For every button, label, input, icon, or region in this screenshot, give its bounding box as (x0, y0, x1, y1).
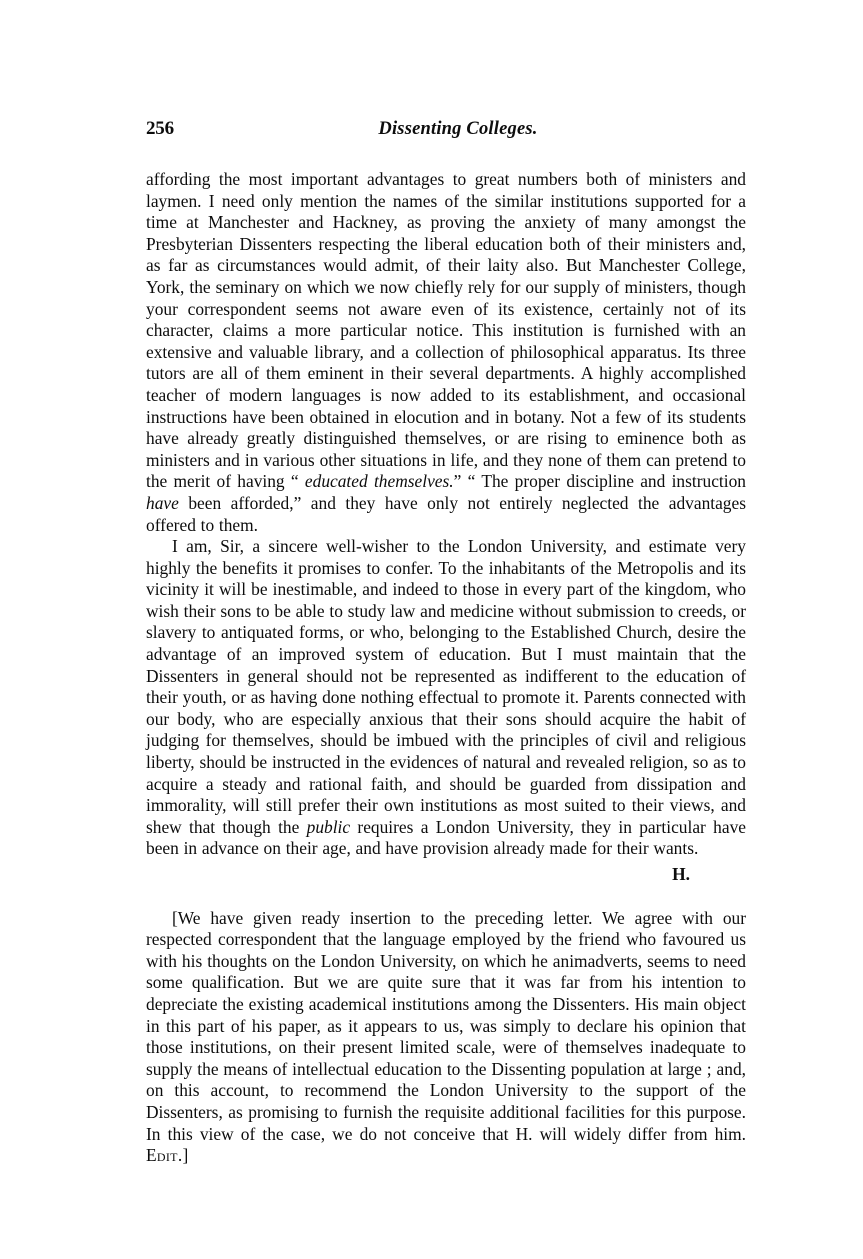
article-body (146, 169, 746, 1167)
paragraph-editor-note: [We have given ready insertion to the preceding letter. We agree with our respected correspondent that the language employed by the friend who favoured us with his thoughts on the London University, on which he animadverts, seems to need some qualification. But we are quite sure that it was far from his intention to depreciate the existing academical institutions among the Dissenters. His main object in this part of his paper, as it appears to us, was simply to declare his opinion that those institutions, on their present limited scale, were of themselves inadequate to supply the means of intellectual education to the Dissenting population at large ; and, on this account, to recommend the London University to the support of the Dissenters, as promising to furnish the requisite additional facilities for this purpose. In this view of the case, we do not conceive that H. will widely differ from him. Edit.] (146, 907, 746, 1166)
emphasised-text: have (146, 492, 179, 513)
page-number: 256 (146, 118, 174, 139)
running-head-title: Dissenting Colleges. (378, 119, 538, 139)
running-header (146, 118, 746, 154)
small-caps-text: Edit. (146, 1145, 183, 1166)
emphasised-text: educated themselves. (304, 471, 454, 492)
letter-signature: H. (672, 864, 690, 884)
emphasised-text: public (306, 816, 351, 837)
paragraph-colleges: affording the most important advantages to great numbers both of ministers and laymen. I need only mention the names of the similar institutions supported for a time at Manchester and Hackney, as proving the anxiety of many amongst the Presbyterian Dissenters respecting the liberal education both of their ministers and, as far as circumstances would admit, of their laity also. But Manchester College, York, the seminary on which we now chiefly rely for our supply of ministers, though your correspondent seems not aware even of its existence, certainly not of its character, claims a more particular notice. This institution is furnished with an extensive and valuable library, and a collection of philosophical apparatus. Its three tutors are all of them eminent in their several departments. A highly accomplished teacher of modern languages is now added to its establishment, and occasional instructions have been obtained in elocution and in botany. Not a few of its students have already greatly distinguished themselves, or are rising to eminence both as ministers and in various other situations in life, and they none of them can pretend to the merit of having “ educated themselves.” “ The proper discipline and instruction have been afforded,” and they have only not entirely neglected the advantages offered to them. (146, 169, 746, 535)
page-content (146, 118, 746, 1167)
paragraph-london-university: I am, Sir, a sincere well-wisher to the London University, and estimate very highly the benefits it promises to confer. To the inhabitants of the Metropolis and its vicinity it will be inestimable, and indeed to those in every part of the kingdom, who wish their sons to be able to study law and medicine without submission to creeds, or slavery to antiquated forms, or who, belonging to the Established Church, desire the advantage of an improved system of education. But I must maintain that the Dissenters in general should not be represented as indifferent to the education of their youth, or as having done nothing effectual to promote it. Parents connected with our body, who are especially anxious that their sons should acquire the habit of judging for themselves, should be imbued with the principles of civil and religious liberty, should be instructed in the evidences of natural and revealed religion, so as to acquire a steady and rational faith, and should be guarded from dissipation and immorality, will still prefer their own institutions as most suited to their views, and shew that though the public requires a London University, they in particular have been in advance on their age, and have provision already made for their wants. (146, 536, 746, 859)
